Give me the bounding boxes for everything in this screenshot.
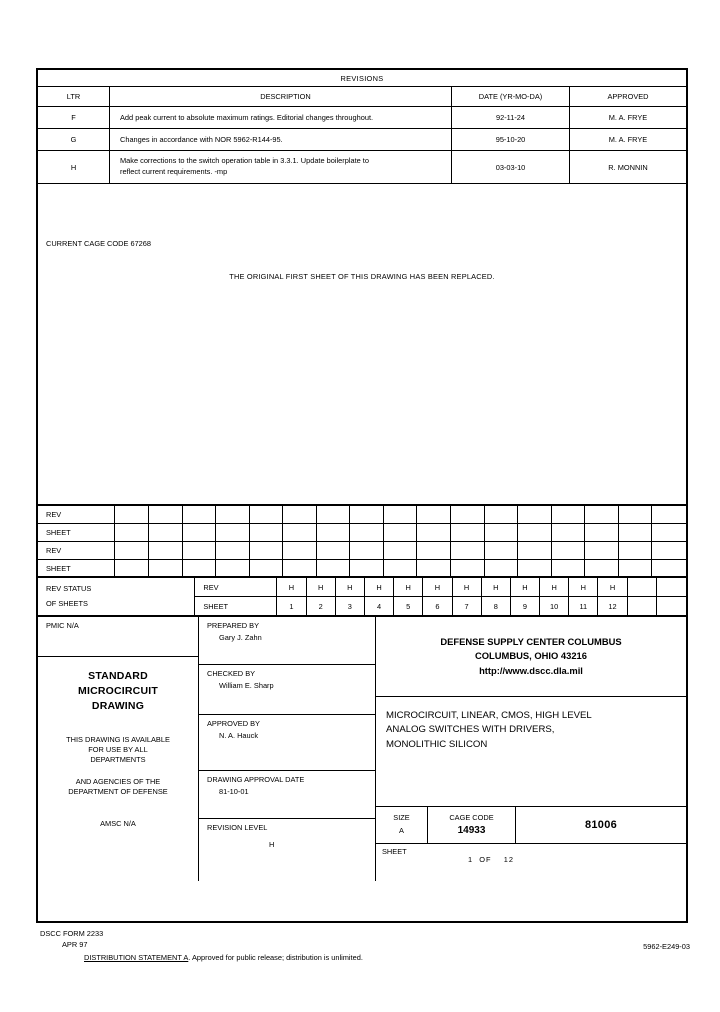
department-note xyxy=(44,777,192,798)
matrix-cell xyxy=(417,542,451,559)
rev-status-sheet-cell: 9 xyxy=(511,597,540,615)
agency-website: http://www.dscc.dla.mil xyxy=(479,664,583,676)
prepared-by-value: Gary J. Zahn xyxy=(219,633,262,642)
revision-description: Add peak current to absolute maximum ratings. Editorial changes throughout. xyxy=(110,107,452,128)
page-footer xyxy=(40,928,690,963)
checked-by-label: CHECKED BY xyxy=(207,669,256,678)
matrix-cell xyxy=(451,542,485,559)
matrix-cell xyxy=(283,542,317,559)
distribution-statement-text: . Approved for public release; distribution is unlimited. xyxy=(188,952,363,962)
rev-status-sheet-cell xyxy=(628,597,657,615)
matrix-cell xyxy=(115,506,149,523)
matrix-cell xyxy=(216,524,250,541)
matrix-cell xyxy=(283,524,317,541)
rev-status-sheet-cell: 10 xyxy=(540,597,569,615)
matrix-cell xyxy=(115,542,149,559)
matrix-cell xyxy=(518,524,552,541)
matrix-cell xyxy=(317,542,351,559)
cage-code-label: CAGE CODE xyxy=(449,812,494,822)
rev-status-label-line1: REV STATUS xyxy=(46,584,92,594)
form-date: APR 97 xyxy=(62,940,88,950)
sheet-row xyxy=(376,844,686,870)
matrix-cell xyxy=(585,506,619,523)
revision-level-label: REVISION LEVEL xyxy=(207,823,268,832)
pmic-field: PMIC N/A xyxy=(38,617,198,657)
prepared-by-label: PREPARED BY xyxy=(207,621,260,630)
revision-approved: R. MONNIN xyxy=(608,162,648,172)
agency-line2: COLUMBUS, OHIO 43216 xyxy=(474,650,587,662)
title-block xyxy=(38,617,686,881)
sheet-numbers xyxy=(468,855,514,864)
revision-approved: M. A. FRYE xyxy=(608,113,648,122)
sheet-of-label: OF xyxy=(479,855,492,864)
matrix-cell xyxy=(552,524,586,541)
cage-code-field xyxy=(428,807,516,843)
revision-row xyxy=(38,151,686,184)
matrix-cell xyxy=(619,542,653,559)
matrix-row-sheet-1 xyxy=(38,524,686,542)
size-label: SIZE xyxy=(393,813,410,823)
matrix-cell xyxy=(250,506,284,523)
matrix-cell xyxy=(485,506,519,523)
rev-status-sheet-cell: 2 xyxy=(307,597,336,615)
revision-level-value: H xyxy=(269,840,275,849)
matrix-cell xyxy=(283,506,317,523)
rev-status-rev-cell: H xyxy=(482,578,511,596)
matrix-cell xyxy=(451,524,485,541)
revision-approved: M. A. FRYE xyxy=(608,135,648,144)
rev-status-sheet-cell: 8 xyxy=(482,597,511,615)
matrix-cell xyxy=(552,560,586,576)
rev-status-sheet-cell: 3 xyxy=(336,597,365,615)
revisions-title: REVISIONS xyxy=(38,70,686,87)
department-line1: AND AGENCIES OF THE xyxy=(75,776,161,786)
matrix-row-sheet-2 xyxy=(38,560,686,578)
drawing-approval-date-field xyxy=(199,771,375,819)
size-field xyxy=(376,807,428,843)
matrix-cell xyxy=(250,560,284,576)
matrix-cell xyxy=(619,524,653,541)
revision-description-line2: reflect current requirements. -mp xyxy=(120,166,228,176)
revision-ltr: F xyxy=(38,107,110,128)
matrix-cell xyxy=(451,506,485,523)
agency-block xyxy=(376,617,686,697)
prepared-by-field xyxy=(199,617,375,665)
availability-note xyxy=(44,735,192,766)
rev-status-sheet-cell: 1 xyxy=(277,597,306,615)
rev-status-label xyxy=(38,578,195,615)
matrix-cell xyxy=(518,542,552,559)
rev-status-sheet-cell: 5 xyxy=(394,597,423,615)
drawing-approval-date-value: 81-10-01 xyxy=(219,787,249,796)
revisions-header-date: DATE (YR-MO-DA) xyxy=(452,87,570,106)
form-number: DSCC FORM 2233 xyxy=(40,929,104,938)
distribution-statement-title: DISTRIBUTION STATEMENT A xyxy=(84,952,189,962)
revision-date: 95-10-20 xyxy=(452,129,570,150)
rev-status-rev-cell: H xyxy=(336,578,365,596)
title-block-right xyxy=(376,617,686,881)
availability-line1: THIS DRAWING IS AVAILABLE xyxy=(66,734,170,744)
agency-line1: DEFENSE SUPPLY CENTER COLUMBUS xyxy=(440,635,622,647)
department-line2: DEPARTMENT OF DEFENSE xyxy=(68,787,168,797)
sheet-current: 1 xyxy=(468,855,474,864)
smd-title-line3: DRAWING xyxy=(91,700,145,713)
revision-ltr: H xyxy=(38,151,110,183)
subject-line3: MONOLITHIC SILICON xyxy=(386,738,488,750)
matrix-cell xyxy=(485,524,519,541)
matrix-cell xyxy=(518,560,552,576)
matrix-cell xyxy=(250,542,284,559)
amsc-field: AMSC N/A xyxy=(100,819,136,829)
title-block-left xyxy=(38,617,199,881)
smd-title xyxy=(44,669,192,715)
matrix-cell xyxy=(250,524,284,541)
revision-date: 03-03-10 xyxy=(452,151,570,183)
matrix-label: REV xyxy=(38,542,115,559)
subject-line1: MICROCIRCUIT, LINEAR, CMOS, HIGH LEVEL xyxy=(386,710,592,721)
matrix-cell xyxy=(283,560,317,576)
revisions-blank-area xyxy=(38,184,686,506)
subject-line2: ANALOG SWITCHES WITH DRIVERS, xyxy=(386,724,555,736)
matrix-cell xyxy=(183,506,217,523)
rev-status-label-line2: OF SHEETS xyxy=(46,598,88,608)
matrix-cell xyxy=(485,560,519,576)
matrix-cell xyxy=(149,506,183,523)
matrix-cell xyxy=(183,524,217,541)
matrix-cell xyxy=(652,524,686,541)
matrix-cell xyxy=(384,560,418,576)
matrix-cell xyxy=(384,506,418,523)
drawing-number: 81006 xyxy=(584,819,618,831)
matrix-label: SHEET xyxy=(38,560,115,576)
matrix-cell xyxy=(585,560,619,576)
rev-status-sheet-cell: 6 xyxy=(423,597,452,615)
matrix-cell xyxy=(216,542,250,559)
matrix-cell xyxy=(585,524,619,541)
document-code: 5962-E249-03 xyxy=(643,942,690,951)
title-block-signatures xyxy=(199,617,376,881)
matrix-cell xyxy=(317,506,351,523)
revisions-header-description: DESCRIPTION xyxy=(110,87,452,106)
matrix-cell xyxy=(115,524,149,541)
standard-microcircuit-drawing-area xyxy=(38,657,198,881)
matrix-cell xyxy=(149,560,183,576)
revision-ltr: G xyxy=(38,129,110,150)
revision-row xyxy=(38,129,686,151)
matrix-cell xyxy=(417,560,451,576)
rev-status-rev-cell xyxy=(657,578,686,596)
distribution-statement xyxy=(40,952,690,963)
rev-status-rev-cell: H xyxy=(423,578,452,596)
matrix-cell xyxy=(216,560,250,576)
revision-description-line1: Make corrections to the switch operation table in 3.3.1. Update boilerplate to xyxy=(120,156,369,165)
matrix-cell xyxy=(417,524,451,541)
revision-level-field xyxy=(199,819,375,881)
matrix-cell xyxy=(552,542,586,559)
revision-date: 92-11-24 xyxy=(452,107,570,128)
matrix-cell xyxy=(652,560,686,576)
cage-code-value: 14933 xyxy=(457,824,486,836)
rev-status-sheet-cell: 4 xyxy=(365,597,394,615)
matrix-label: SHEET xyxy=(38,524,115,541)
identification-row xyxy=(376,807,686,844)
rev-status-rev-cell: H xyxy=(511,578,540,596)
checked-by-value: William E. Sharp xyxy=(219,681,274,690)
revisions-header-row xyxy=(38,87,686,107)
matrix-cell xyxy=(451,560,485,576)
rev-status-rev-cell: H xyxy=(307,578,336,596)
matrix-cell xyxy=(317,524,351,541)
matrix-cell xyxy=(384,524,418,541)
matrix-cell xyxy=(350,542,384,559)
matrix-cell xyxy=(384,542,418,559)
rev-status-rev-cell: H xyxy=(277,578,306,596)
matrix-cell xyxy=(417,506,451,523)
availability-line3: DEPARTMENTS xyxy=(90,755,146,765)
checked-by-field xyxy=(199,665,375,715)
current-cage-code-note: CURRENT CAGE CODE 67268 xyxy=(46,239,152,248)
drawing-subject xyxy=(376,697,686,807)
original-sheet-replaced-note: THE ORIGINAL FIRST SHEET OF THIS DRAWING HAS BEEN REPLACED. xyxy=(229,272,495,281)
sheet-label: SHEET xyxy=(382,847,407,856)
rev-status-sheet-cell: 11 xyxy=(569,597,598,615)
rev-status-of-sheets xyxy=(38,578,686,617)
approved-by-value: N. A. Hauck xyxy=(219,731,259,740)
rev-status-rev-label: REV xyxy=(195,578,277,596)
rev-status-rev-cell xyxy=(628,578,657,596)
availability-line2: FOR USE BY ALL xyxy=(88,745,148,755)
approved-by-field xyxy=(199,715,375,771)
matrix-label: REV xyxy=(38,506,115,523)
rev-status-sheet-cell xyxy=(657,597,686,615)
smd-title-line2: MICROCIRCUIT xyxy=(78,685,158,698)
revision-description: Changes in accordance with NOR 5962-R144-95. xyxy=(110,129,452,150)
matrix-cell xyxy=(183,560,217,576)
matrix-cell xyxy=(652,542,686,559)
revision-row xyxy=(38,107,686,129)
revision-description xyxy=(110,151,452,183)
matrix-cell xyxy=(652,506,686,523)
rev-status-sheet-cell: 12 xyxy=(598,597,627,615)
rev-status-rev-cell: H xyxy=(569,578,598,596)
matrix-cell xyxy=(317,560,351,576)
size-value: A xyxy=(399,826,404,835)
matrix-cell xyxy=(619,506,653,523)
rev-status-rev-cell: H xyxy=(598,578,627,596)
matrix-cell xyxy=(619,560,653,576)
matrix-cell xyxy=(183,542,217,559)
rev-status-rev-cell: H xyxy=(394,578,423,596)
sheet-total: 12 xyxy=(503,855,514,864)
matrix-cell xyxy=(350,524,384,541)
drawing-frame xyxy=(36,68,688,923)
matrix-cell xyxy=(350,506,384,523)
matrix-cell xyxy=(552,506,586,523)
rev-status-rev-cell: H xyxy=(540,578,569,596)
smd-title-line1: STANDARD xyxy=(88,670,148,682)
rev-status-sheet-cell: 7 xyxy=(453,597,482,615)
rev-status-rev-cell: H xyxy=(453,578,482,596)
rev-status-rev-cell: H xyxy=(365,578,394,596)
rev-status-sheet-label: SHEET xyxy=(195,597,277,615)
revisions-header-ltr: LTR xyxy=(38,87,110,106)
rev-status-grid xyxy=(195,578,686,615)
approved-by-label: APPROVED BY xyxy=(207,719,260,728)
matrix-cell xyxy=(350,560,384,576)
matrix-cell xyxy=(115,560,149,576)
matrix-cell xyxy=(149,542,183,559)
matrix-row-rev-2 xyxy=(38,542,686,560)
drawing-approval-date-label: DRAWING APPROVAL DATE xyxy=(207,775,305,784)
rev-status-rev-line xyxy=(195,578,686,597)
matrix-cell xyxy=(518,506,552,523)
revisions-header-approved: APPROVED xyxy=(607,92,649,101)
matrix-cell xyxy=(216,506,250,523)
matrix-cell xyxy=(485,542,519,559)
rev-status-sheet-line xyxy=(195,597,686,615)
matrix-cell xyxy=(585,542,619,559)
matrix-cell xyxy=(149,524,183,541)
matrix-row-rev-1 xyxy=(38,506,686,524)
